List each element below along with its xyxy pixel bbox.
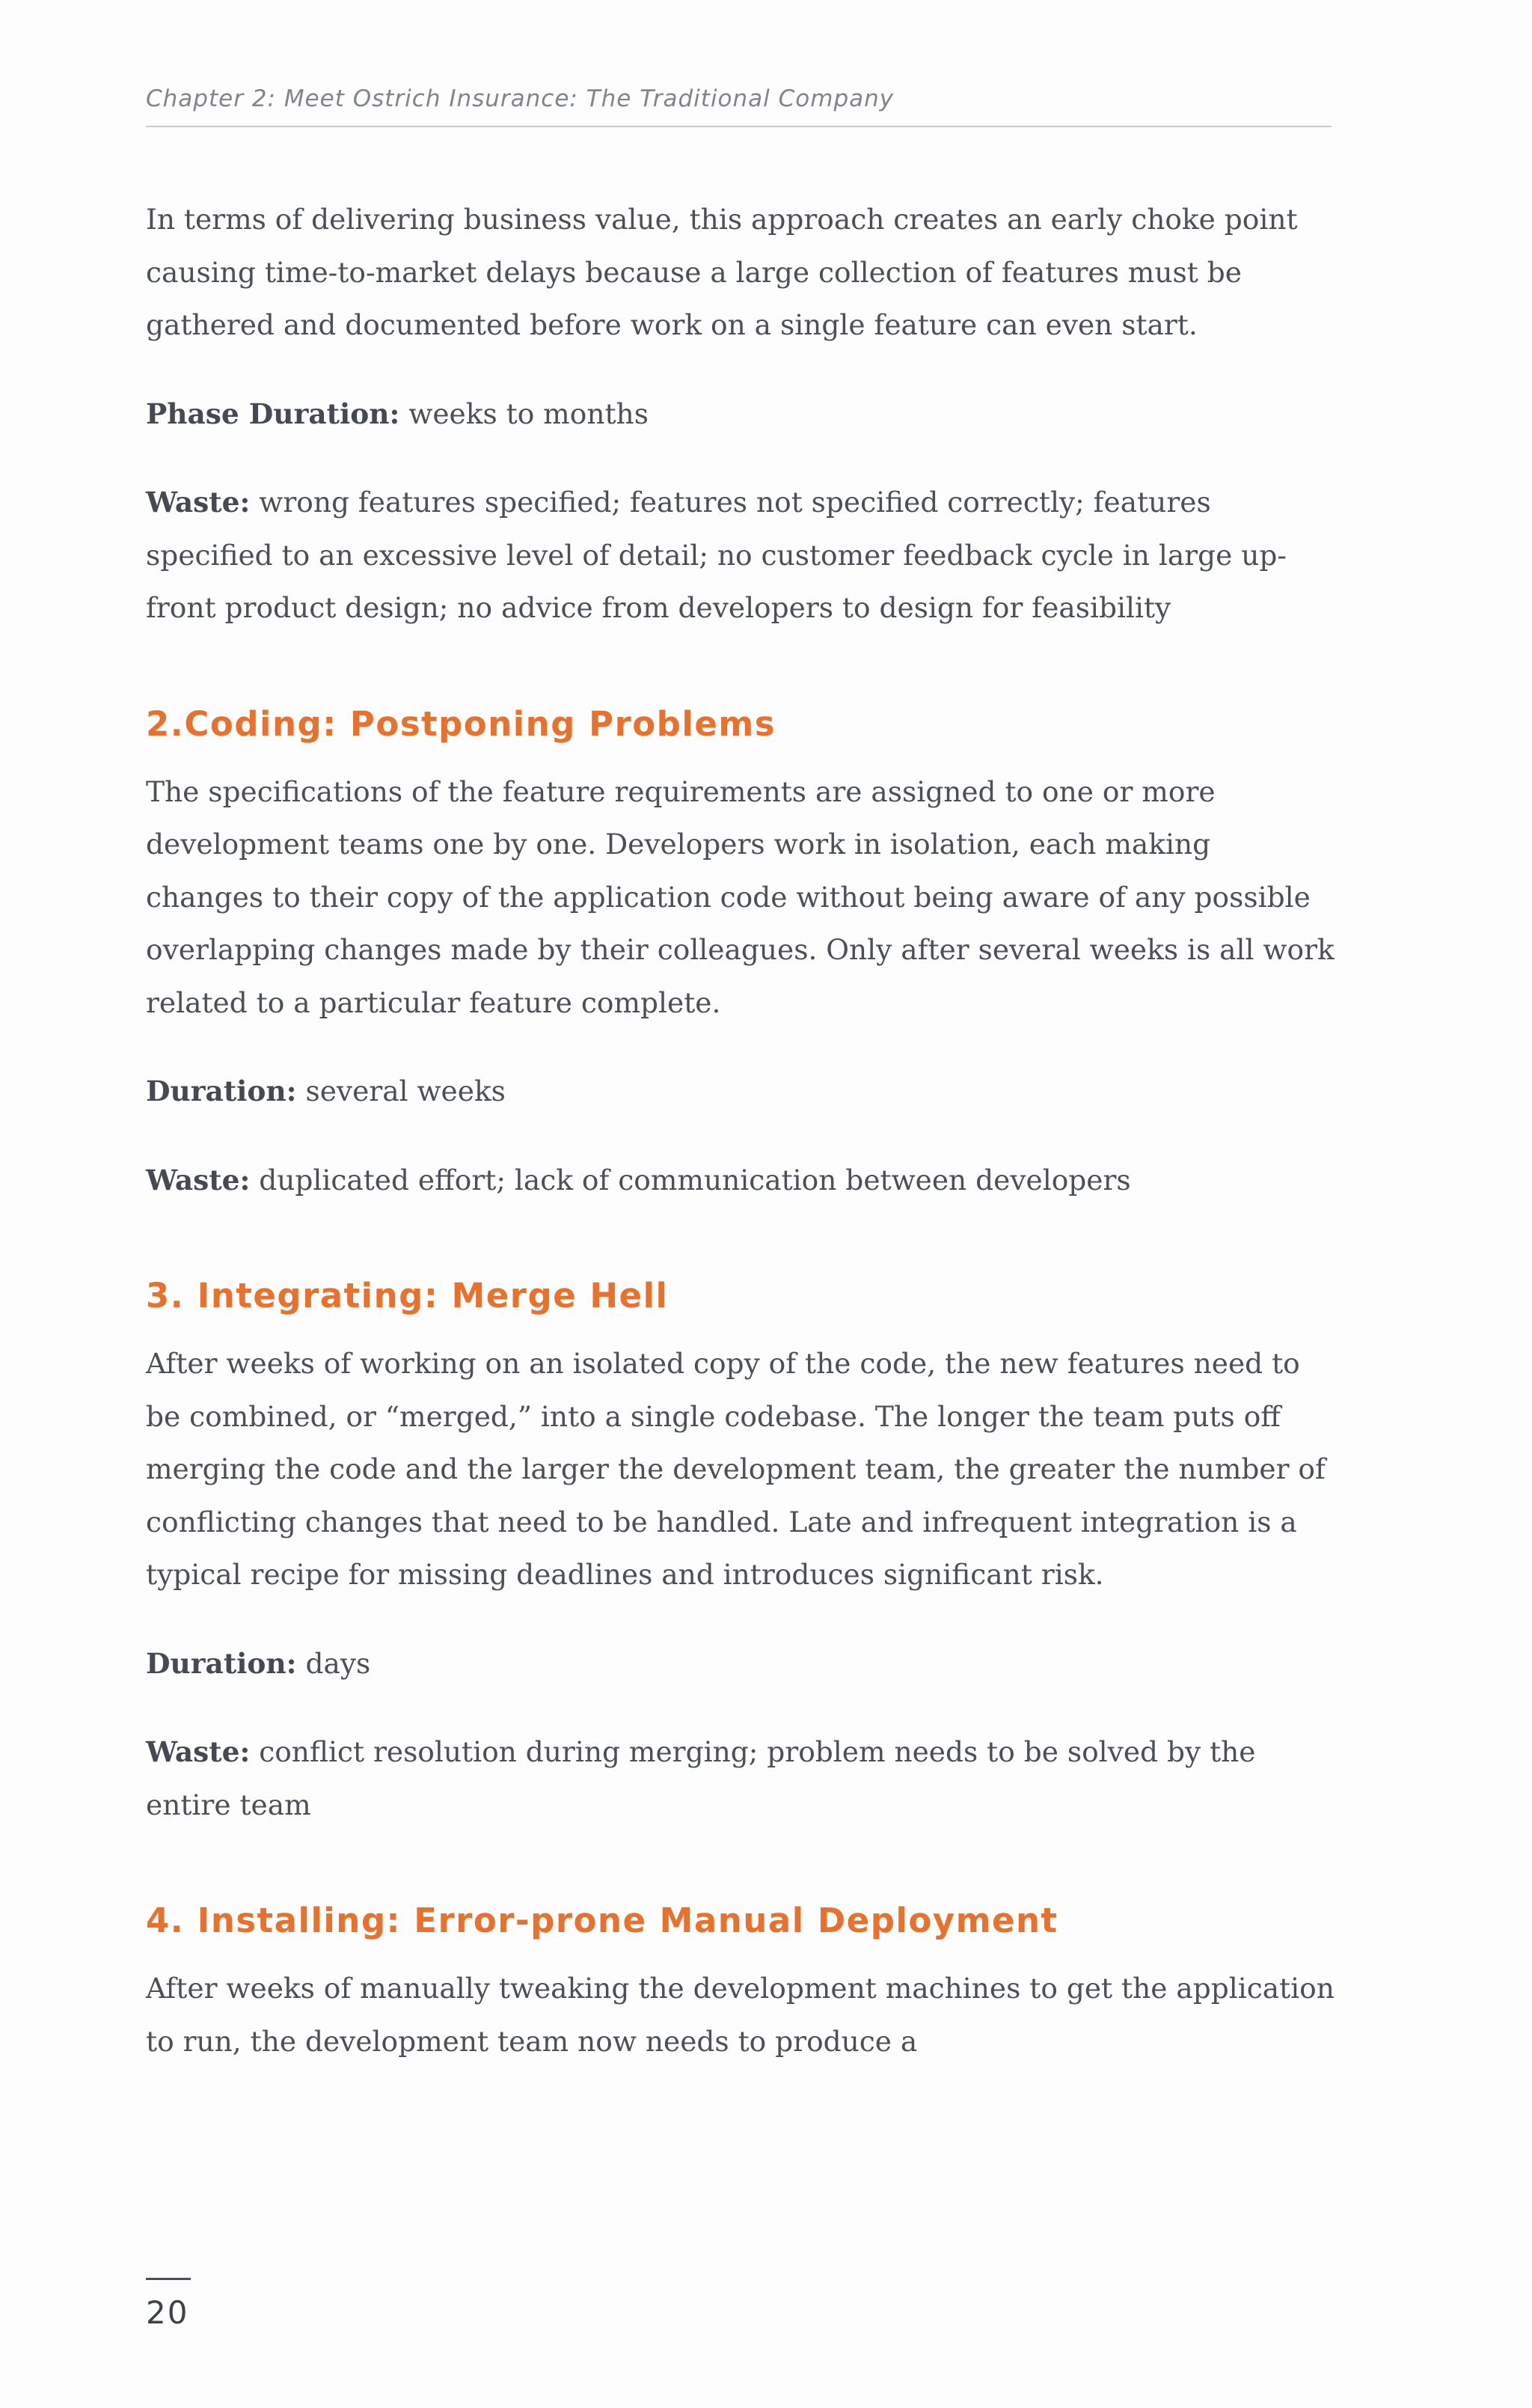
waste-value: duplicated effort; lack of communication between developers <box>250 1163 1131 1197</box>
duration-label: Duration: <box>146 1075 297 1107</box>
section-heading-integrating: 3. Integrating: Merge Hell <box>146 1276 669 1315</box>
waste-label: Waste: <box>146 1163 251 1197</box>
section-paragraph-coding: The specifications of the feature requirements are assigned to one or more development teams one by one. Developers work in isolation, each making changes to their copy of the application code without being aware of any possible overlapping changes made by their colleagues. Only after several weeks is all work related to a particular feature complete. <box>146 774 1335 1019</box>
waste-label: Waste: <box>146 486 251 519</box>
phase-duration-value: weeks to months <box>399 397 649 430</box>
page-number: 20 <box>146 2294 189 2331</box>
running-header: Chapter 2: Meet Ostrich Insurance: The Traditional Company <box>146 85 895 112</box>
waste-value: wrong features specified; features not specified correctly; features specified to an excessive level of detail; no customer feedback cycle in large up-front product design; no advice from developers to design for feasibility <box>146 486 1287 624</box>
section-paragraph-installing: After weeks of manually tweaking the development machines to get the application to run, the development team now needs to produce a <box>146 1972 1335 2058</box>
duration-label: Duration: <box>146 1646 297 1680</box>
waste-line-coding <box>146 1154 1335 1207</box>
duration-line-integrating <box>146 1637 1335 1690</box>
page-number-rule <box>146 2278 191 2280</box>
header-divider <box>146 126 1332 127</box>
phase-duration-line <box>146 388 1335 441</box>
page-body <box>146 193 1335 2068</box>
duration-line-coding <box>146 1065 1335 1118</box>
section-heading-coding: 2.Coding: Postponing Problems <box>146 703 776 744</box>
waste-label: Waste: <box>146 1735 251 1768</box>
phase-duration-label: Phase Duration: <box>146 397 400 430</box>
intro-waste-line <box>146 476 1335 635</box>
waste-line-integrating <box>146 1726 1335 1831</box>
duration-value: days <box>296 1646 371 1680</box>
waste-value: conflict resolution during merging; problem needs to be solved by the entire team <box>146 1735 1256 1821</box>
section-paragraph-integrating: After weeks of working on an isolated copy of the code, the new features need to be combined, or “merged,” into a single codebase. The longer the team puts off merging the code and the larger the development team, the greater the number of conflicting changes that need to be handled. Late and infrequent integration is a typical recipe for missing deadlines and introduces significant risk. <box>146 1347 1326 1591</box>
intro-paragraph: In terms of delivering business value, this approach creates an early choke point causing time-to-market delays because a large collection of features must be gathered and documented before work on a single feature can even start. <box>146 203 1298 341</box>
section-heading-installing: 4. Installing: Error-prone Manual Deployment <box>146 1901 1058 1940</box>
duration-value: several weeks <box>296 1075 506 1107</box>
